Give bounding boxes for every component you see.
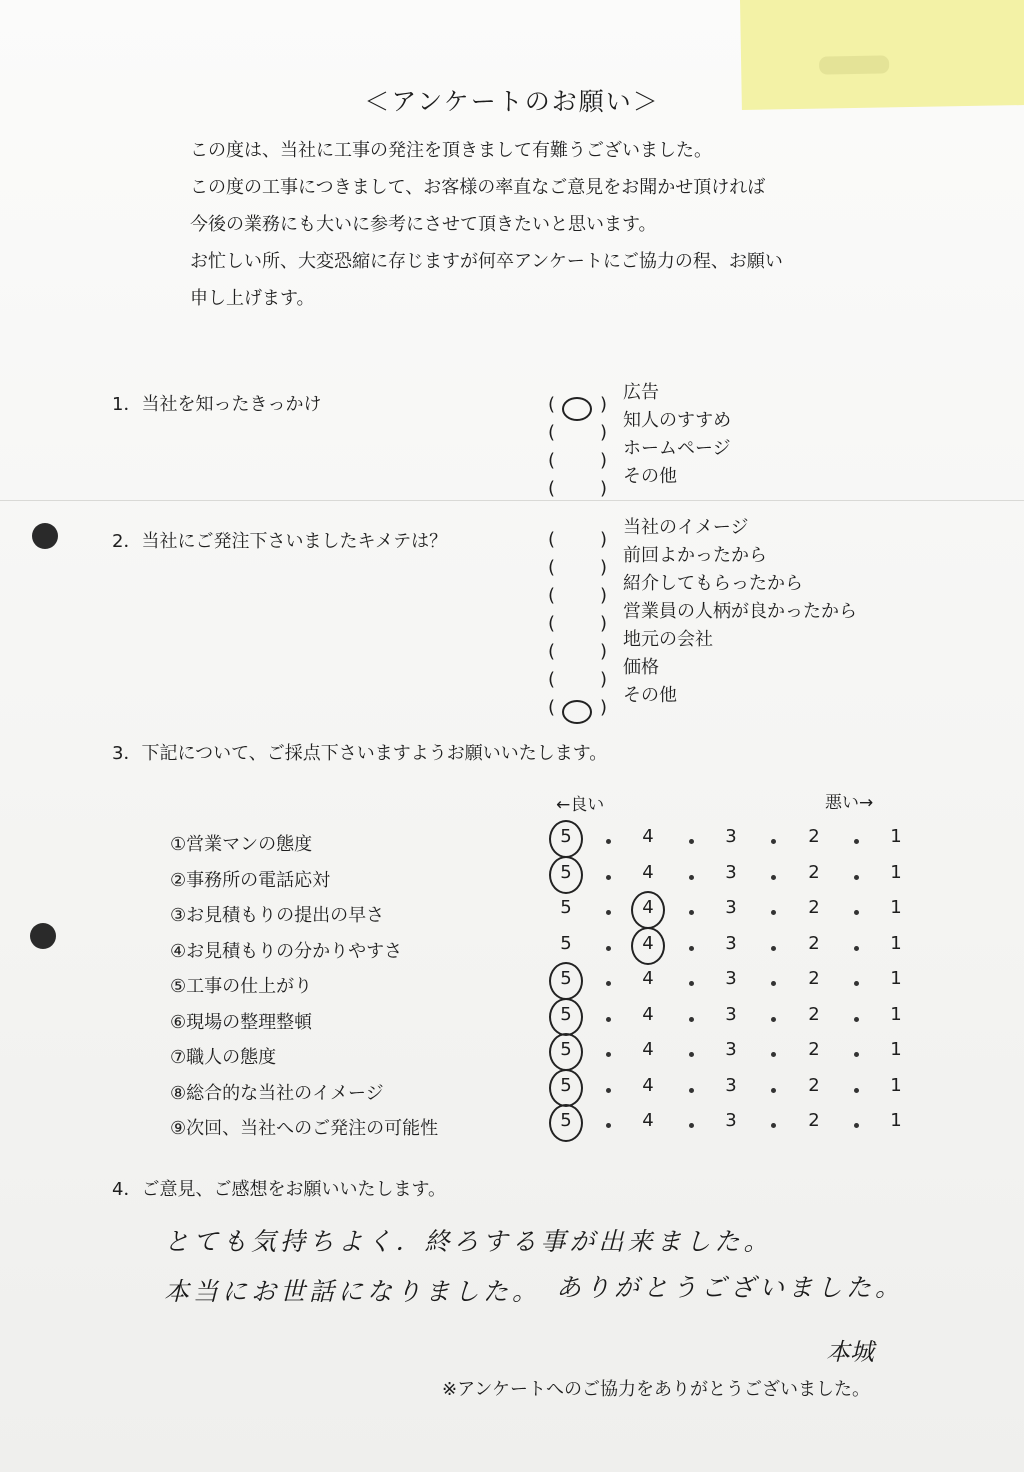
scale-separator-dot	[854, 1123, 859, 1128]
scale-separator-dot	[854, 1088, 859, 1093]
rating-score-4[interactable]: 4	[642, 861, 654, 883]
question-2-option[interactable]	[548, 625, 713, 662]
question-2-option[interactable]	[548, 681, 677, 718]
rating-score-2[interactable]: 2	[808, 826, 820, 847]
bracket-open: (	[548, 422, 556, 443]
rating-score-1[interactable]: 1	[890, 968, 902, 989]
rating-score-4[interactable]: 4	[642, 1074, 654, 1096]
rating-score-1[interactable]: 1	[890, 861, 902, 883]
scale-separator-dot	[606, 875, 611, 880]
rating-score-3[interactable]: 3	[725, 1074, 737, 1096]
bracket-open: (	[548, 394, 556, 415]
selected-score-circle-icon	[549, 998, 583, 1036]
intro-line: この度は、当社に工事の発注を頂きまして有難うございました。	[190, 140, 712, 161]
question-2-label: 2．当社にご発注下さいましたキメテは？	[112, 531, 448, 552]
question-2-option[interactable]	[548, 513, 749, 550]
scale-separator-dot	[606, 839, 611, 844]
rating-score-3[interactable]: 3	[725, 1110, 737, 1131]
rating-score-2[interactable]: 2	[808, 968, 820, 989]
selected-score-circle-icon	[631, 891, 665, 929]
paper-fold-line	[0, 500, 1024, 501]
rating-score-3[interactable]: 3	[725, 826, 737, 847]
question-1-option[interactable]	[548, 434, 731, 471]
scale-separator-dot	[771, 839, 776, 844]
rating-score-2[interactable]: 2	[808, 1074, 820, 1096]
scale-separator-dot	[606, 1088, 611, 1093]
scale-good-label: ←良い	[556, 795, 605, 815]
rating-score-5[interactable]: 5	[560, 1039, 572, 1060]
rating-score-5[interactable]: 5	[560, 1003, 572, 1025]
rating-score-2[interactable]: 2	[808, 897, 820, 918]
scale-separator-dot	[854, 981, 859, 986]
intro-line: この度の工事につきまして、お客様の率直なご意見をお聞かせ頂ければ	[190, 177, 766, 198]
scale-separator-dot	[854, 1017, 859, 1022]
bracket-close: )	[600, 585, 608, 606]
bracket-open: (	[548, 613, 556, 634]
rating-score-1[interactable]: 1	[890, 1110, 902, 1131]
option-label: 紹介してもらったから	[623, 573, 803, 594]
scale-separator-dot	[771, 1123, 776, 1128]
rating-score-5[interactable]: 5	[560, 897, 572, 918]
bracket-open: (	[548, 669, 556, 690]
rating-score-1[interactable]: 1	[890, 897, 902, 918]
page-title: ＜アンケートのお願い＞	[364, 87, 660, 116]
selected-score-circle-icon	[549, 962, 583, 1000]
question-4-label: 4．ご意見、ご感想をお願いいたします。	[112, 1179, 447, 1200]
intro-text	[190, 132, 930, 317]
bracket-close: )	[600, 697, 608, 718]
scale-separator-dot	[689, 981, 694, 986]
scale-separator-dot	[606, 910, 611, 915]
rating-score-4[interactable]: 4	[642, 1039, 654, 1060]
rating-score-3[interactable]: 3	[725, 861, 737, 883]
scale-separator-dot	[689, 910, 694, 915]
question-1-option[interactable]	[548, 378, 659, 415]
option-label: 地元の会社	[623, 629, 713, 650]
rating-score-4[interactable]: 4	[642, 932, 654, 954]
rating-item-label: ③お見積もりの提出の早さ	[170, 905, 385, 926]
intro-line: お忙しい所、大変恐縮に存じますが何卒アンケートにご協力の程、お願い	[190, 251, 783, 272]
rating-score-4[interactable]: 4	[642, 968, 654, 989]
bracket-close: )	[600, 394, 608, 415]
scale-separator-dot	[689, 946, 694, 951]
rating-score-2[interactable]: 2	[808, 861, 820, 883]
intro-line: 申し上げます。	[190, 288, 315, 309]
option-label: 営業員の人柄が良かったから	[623, 601, 857, 622]
bracket-close: )	[600, 529, 608, 550]
selected-score-circle-icon	[549, 1104, 583, 1142]
scale-separator-dot	[771, 946, 776, 951]
rating-score-5[interactable]: 5	[560, 826, 572, 847]
question-3-label: 3．下記について、ご採点下さいますようお願いいたします。	[112, 743, 608, 764]
rating-score-2[interactable]: 2	[808, 1110, 820, 1131]
scale-separator-dot	[854, 946, 859, 951]
scale-bad-label: 悪い→	[825, 793, 874, 813]
scale-separator-dot	[689, 875, 694, 880]
scale-separator-dot	[854, 1052, 859, 1057]
selected-score-circle-icon	[549, 856, 583, 894]
rating-item-label: ④お見積もりの分かりやすさ	[170, 940, 403, 962]
scale-separator-dot	[771, 875, 776, 880]
scale-separator-dot	[854, 839, 859, 844]
selected-score-circle-icon	[549, 1069, 583, 1107]
scale-separator-dot	[689, 839, 694, 844]
scale-separator-dot	[606, 1017, 611, 1022]
scale-separator-dot	[606, 1052, 611, 1057]
option-label: 知人のすすめ	[623, 410, 732, 431]
bracket-open: (	[548, 697, 556, 718]
rating-score-4[interactable]: 4	[642, 1003, 654, 1025]
bracket-close: )	[600, 613, 608, 634]
rating-item-label: ⑦職人の態度	[170, 1047, 277, 1068]
scale-separator-dot	[689, 1123, 694, 1128]
rating-score-2[interactable]: 2	[808, 1003, 820, 1025]
punch-hole-icon	[32, 523, 58, 549]
bracket-close: )	[600, 478, 608, 499]
rating-score-4[interactable]: 4	[642, 826, 654, 847]
closing-note: ※アンケートへのご協力をありがとうございました。	[442, 1379, 870, 1400]
rating-item-label: ①営業マンの態度	[170, 834, 313, 855]
option-label: 前回よかったから	[623, 545, 767, 566]
scale-separator-dot	[771, 910, 776, 915]
rating-score-2[interactable]: 2	[808, 932, 820, 954]
checked-circle-icon	[562, 700, 592, 724]
rating-score-5[interactable]: 5	[560, 1074, 572, 1096]
rating-score-2[interactable]: 2	[808, 1039, 820, 1060]
option-label: 価格	[623, 657, 659, 678]
question-1-option[interactable]	[548, 462, 677, 499]
rating-score-3[interactable]: 3	[725, 1003, 737, 1025]
option-label: 広告	[623, 382, 659, 403]
question-2-option[interactable]	[548, 541, 767, 578]
rating-score-5[interactable]: 5	[560, 861, 572, 883]
rating-score-3[interactable]: 3	[725, 1039, 737, 1060]
question-1-label: 1．当社を知ったきっかけ	[112, 394, 322, 415]
scale-separator-dot	[689, 1017, 694, 1022]
rating-score-5[interactable]: 5	[560, 968, 572, 989]
rating-score-1[interactable]: 1	[890, 826, 902, 847]
bracket-open: (	[548, 450, 556, 471]
scale-separator-dot	[771, 1017, 776, 1022]
rating-score-3[interactable]: 3	[725, 897, 737, 918]
scale-separator-dot	[771, 981, 776, 986]
scale-separator-dot	[606, 981, 611, 986]
option-label: ホームページ	[623, 438, 731, 459]
rating-score-1[interactable]: 1	[890, 1003, 902, 1025]
rating-item-label: ⑥現場の整理整頓	[170, 1011, 313, 1033]
scale-separator-dot	[854, 910, 859, 915]
punch-hole-icon	[30, 923, 56, 949]
bracket-open: (	[548, 641, 556, 662]
rating-score-1[interactable]: 1	[890, 1074, 902, 1096]
rating-score-1[interactable]: 1	[890, 932, 902, 954]
bracket-close: )	[600, 557, 608, 578]
rating-score-5[interactable]: 5	[560, 1110, 572, 1131]
bracket-open: (	[548, 557, 556, 578]
bracket-open: (	[548, 478, 556, 499]
option-label: その他	[623, 685, 677, 706]
handwritten-comment-line: 本当にお世話になりました。	[164, 1277, 542, 1306]
scale-separator-dot	[606, 1123, 611, 1128]
bracket-close: )	[600, 422, 608, 443]
bracket-close: )	[600, 641, 608, 662]
sticky-note-mark	[819, 55, 889, 74]
bracket-open: (	[548, 585, 556, 606]
rating-score-5[interactable]: 5	[560, 932, 572, 954]
handwritten-comment-line: とても気持ちよく．終ろする事が出来ました。	[164, 1227, 773, 1256]
option-label: 当社のイメージ	[623, 517, 749, 538]
bracket-open: (	[548, 529, 556, 550]
scale-separator-dot	[689, 1088, 694, 1093]
rating-item-label: ⑨次回、当社へのご発注の可能性	[170, 1118, 439, 1139]
selected-score-circle-icon	[549, 1033, 583, 1071]
handwritten-signature: 本城	[826, 1338, 874, 1366]
question-2-option[interactable]	[548, 597, 857, 634]
scale-separator-dot	[606, 946, 611, 951]
rating-score-4[interactable]: 4	[642, 1110, 654, 1131]
scale-separator-dot	[689, 1052, 694, 1057]
selected-score-circle-icon	[549, 820, 583, 858]
rating-item-label: ⑧総合的な当社のイメージ	[170, 1082, 384, 1104]
rating-item-label: ⑤工事の仕上がり	[170, 976, 313, 997]
question-2-option[interactable]	[548, 653, 659, 690]
selected-score-circle-icon	[631, 927, 665, 965]
scale-separator-dot	[771, 1052, 776, 1057]
handwritten-comment-line: ありがとうございました。	[556, 1273, 905, 1302]
rating-score-3[interactable]: 3	[725, 932, 737, 954]
rating-score-4[interactable]: 4	[642, 897, 654, 918]
rating-score-1[interactable]: 1	[890, 1039, 902, 1060]
scale-separator-dot	[854, 875, 859, 880]
question-2-option[interactable]	[548, 569, 803, 606]
scale-separator-dot	[771, 1088, 776, 1093]
intro-line: 今後の業務にも大いに参考にさせて頂きたいと思います。	[190, 214, 657, 235]
bracket-close: )	[600, 669, 608, 690]
option-label: その他	[623, 466, 677, 487]
question-1-option[interactable]	[548, 406, 732, 443]
rating-score-3[interactable]: 3	[725, 968, 737, 989]
rating-item-label: ②事務所の電話応対	[170, 869, 331, 891]
bracket-close: )	[600, 450, 608, 471]
